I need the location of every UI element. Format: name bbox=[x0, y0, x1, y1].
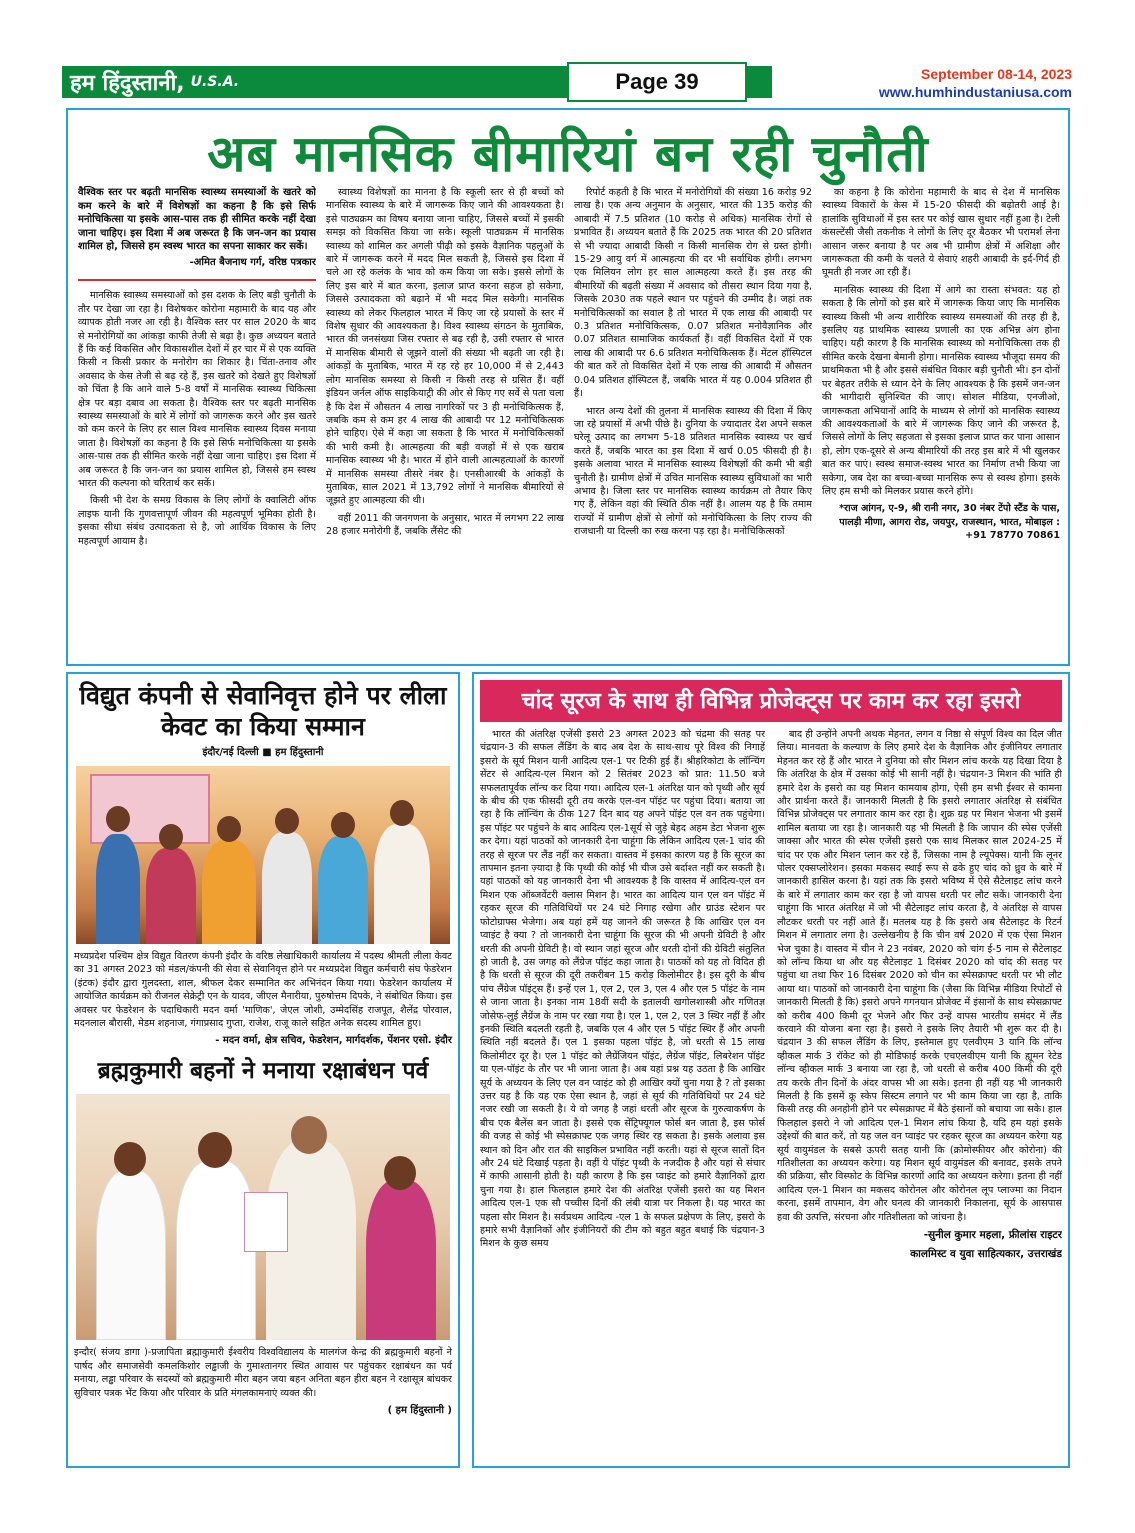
story-headline: चांद सूरज के साथ ही विभिन्न प्रोजेक्ट्स पर काम कर रहा इसरो bbox=[480, 680, 1062, 722]
paragraph: बाद ही उन्होंने अपनी अथक मेहनत, लगन व निष्ठा से संपूर्ण विश्व का दिल जीत लिया। मानवता के कल्याण के लिए हमारे देश के वैज्ञानिक और इंजीनियर लगातार मेहनत कर रहे हैं और भारत ने दुनिया को सौर मिशन लांच करके यह दिखा दिया है कि अंतरिक्ष के क्षेत्र में उसका कोई भी सानी नहीं है। चंद्रयान-3 मिशन की भांति ही हमारे देश के इसरो का यह मिशन कामयाब होगा, ऐसी हम सभी ईश्वर से कामना और प्रार्थना करते हैं। जानकारी मिलती है कि इसरो लगातार अंतरिक्ष से संबंधित विभिन्न प्रोजेक्ट्स पर लगातार काम कर रहा है। शुक्र ग्रह पर मिशन भेजना भी इसमें शामिल बताया जा रहा है। जानकारी यह भी मिलती है कि जापान की स्पेस एजेंसी जाक्सा और भारत की स्पेस एजेंसी इसरो एक साथ मिलकर साल 2024-25 में चांद पर एक और मिशन प्लान कर रहे हैं, जिसका नाम है ल्यूपेक्स। यानी कि लूनर पोलर एक्सप्लोरेशन। इसका मकसद स्थाई रूप से ढके हुए चांद को ध्रुव के बारे में जानकारी हासिल करना है। यहां तक कि इसरो भविष्य में ऐसे सैटेलाइट लांच करने के बारे में लगातार काम कर रहा है जो वापस धरती पर लौट सकें। जानकारी देना चाहूंगा कि भारत अंतरिक्ष में जो भी सैटेलाइट लांच करता है, वे अंतरिक्ष से वापस लौटकर धरती पर नहीं आते हैं। मतलब यह है कि इसरो अब सैटेलाइट के रिटर्न मिशन में लगातार लगा है। उल्लेखनीय है कि चीन वर्ष 2020 में एक ऐसा मिशन भेज चुका है। वास्तव में चीन ने 23 नवंबर, 2020 को चांग ई-5 नाम से सैटेलाइट को लॉन्च किया था और यह सैटेलाइट 1 दिसंबर 2020 को चांद की सतह पर पहुंचा था तथा फिर 16 दिसंबर 2020 को चीन का स्पेसक्राफ्ट धरती पर भी लौट आया था। पाठकों को जानकारी देना चाहूंगा कि (जैसा कि विभिन्न मीडिया रिपोर्टों से जानकारी मिलती है कि) इसरो अपने गगनयान प्रोजेक्ट में इंसानों के साथ स्पेसक्राफ्ट को करीब 400 किमी दूर भेजने और फिर उन्हें वापस भारतीय समंदर में लैंड करवाने की योजना बना रहा है। इसरो ने इसके लिए तैयारी भी शुरू कर दी है। चंद्रयान 3 की सफल लैंडिंग के लिए, इस्तेमाल हुए एलवीएम 3 यानि कि लॉन्च व्हीकल मार्क 3 रॉकेट को ही मोडिफाई करके एचएलवीएम यानी कि ह्यूमन रेटेड लॉन्च व्हीकल मार्क 3 बनाया जा रहा है, जो धरती से करीब 400 किमी की दूरी तय करके तीन दिनों के अंदर वापस भी आ सके। इतना ही नहीं यह भी जानकारी मिलती है कि इसमें क्रू स्केप सिस्टम लगाने पर भी काम किया जा रहा है, ताकि किसी तरह की अनहोनी होने पर स्पेसक्राफ्ट में बैठे इंसानों को बचाया जा सके। हाल फिलहाल इसरो ने जो आदित्य एल-1 मिशन लांच किया है, यदि हम यहां इसके उद्देश्यों की बात करें, तो यह जल वन प्वाइंट पर रहकर सूरज का अध्ययन करेगा यह सूर्य वायुमंडल के सबसे ऊपरी सतह यानी कि (क्रोमोस्फीयर और कोरोना) की गतिशीलता का अध्ययन करेगा। यह मिशन सूर्य वायुमंडल की बनावट, इसके तपने की प्रक्रिया, सौर विस्फोट के विभिन्न कारणों आदि का अध्ययन करेगा। इतना ही नहीं आदित्य एल-1 मिशन का मकसद कोरोनल और कोरोनल लूप प्लाज्मा का निदान करना, इसमें तापमान, वेग और घनत्व की जानकारी निकालना, सूर्य के आसपास हवा की उत्पत्ति, संरचना और गतिशीलता को जांचना है। bbox=[777, 729, 1062, 1223]
masthead bbox=[62, 60, 1072, 102]
brand-suffix: U.S.A. bbox=[190, 74, 240, 90]
paragraph: मानसिक स्वास्थ्य की दिशा में आगे का रास्ता संभवत: यह हो सकता है कि लोगों को इस बारे में जागरूक किया जाए कि मानसिक स्वास्थ्य किसी भी अन्य शारीरिक स्वास्थ्य समस्याओं की तरह ही है, इसलिए यह प्राथमिक स्वास्थ्य प्रणाली का एक अभिन्न अंग होना चाहिए। यही कारण है कि मानसिक स्वास्थ्य को मनोचिकित्सा तक ही सीमित करके देखना बेमानी होगा। मानसिक स्वास्थ्य भौजूदा समय की प्राथमिकता भी है और इससे संबंधित विकार बड़ी चुनौती भी। इन दोनों पर बेहतर तरीके से ध्यान देने के लिए आवश्यक है कि इसमें जन-जन की भागीदारी सुनिश्चित की जाए। सोशल मीडिया, एनजीओ, जागरूकता अभियानों आदि के माध्यम से लोगों को मानसिक स्वास्थ्य की आवश्यकताओं के बारे में जागरूक किए जाने की जरूरत है, जिससे लोगों के लिए सहजता से इसका इलाज प्राप्त कर पाना आसान हो, लोग एक-दूसरे से अन्य बीमारियों की तरह इस बारे में भी खुलकर बात कर पाएं। स्वस्थ समाज-स्वस्थ भारत का निर्माण तभी किया जा सकेगा, जब देश का बच्चा-बच्चा मानसिक रूप से स्वस्थ होगा। इसके लिए हम सभी को मिलकर प्रयास करने होंगे। bbox=[822, 284, 1060, 497]
left-stories bbox=[66, 672, 460, 1468]
dateline: इंदौर/नई दिल्ली ■ हम हिंदुस्तानी bbox=[202, 747, 324, 758]
paragraph: किसी भी देश के समग्र विकास के लिए लोगों के क्वालिटी ऑफ लाइफ यानी कि गुणवत्तापूर्ण जीवन की महत्वपूर्ण भूमिका होती है। इसका सीधा संबंध उत्पादकता से है, जो आर्थिक विकास के लिए महत्वपूर्ण आयाम है। bbox=[78, 495, 316, 547]
event-photo bbox=[76, 1094, 450, 1340]
website-link[interactable]: www.humhindustaniusa.com bbox=[878, 84, 1072, 100]
paragraph: वहीं 2011 की जनगणना के अनुसार, भारत में लगभग 22 लाख 28 हजार मनोरोगी हैं, जबकि लैंसेट की bbox=[326, 512, 564, 538]
photo-caption: इन्दौर( संजय डागा )-प्रजापिता ब्रह्माकुमारी ईश्वरीय विश्वविद्यालय के मालगंज केन्द्र की ब्रह्मकुमारी बहनों ने पार्षद और समाजसेवी कमलकिशोर लड्ढाजी के गुमाश्तानगर स्थित आवास पर पहुंचकर रक्षाबंधन का पर्व मनाया, लड्ढा परिवार के सदस्यों को ब्रह्मकुमारी मीरा बहन जया बहन अनिता बहन हीरा बहन ने रक्षासूत्र बांधकर सुविचार पत्रक भेंट किया और परिवार के प्रति मंगलकामनाएं व्यक्त की। bbox=[74, 1347, 452, 1399]
paragraph: भारत की अंतरिक्ष एजेंसी इसरो 23 अगस्त 2023 को चंद्रमा की सतह पर चंद्रयान-3 की सफल लैंडिंग के बाद अब देश के साथ-साथ पूरे विश्व की निगाहें इसरो के सूर्य मिशन यानी आदित्य एल-1 पर टिकी हुई हैं। श्रीहरिकोटा के लॉन्चिंग सेंटर से आदित्य-एल मिशन को 2 सितंबर 2023 को प्रात: 11.50 बजे सफलतापूर्वक लॉन्च कर दिया गया। आदित्य एल-1 अंतरिक्ष यान को पृथ्वी और सूर्य के बीच की एक फीसदी दूरी तय करके एल-वन पॉइंट पर पहुंचा दिया। बताया जा रहा है कि लॉन्चिंग के ठीक 127 दिन बाद यह अपने पॉइंट एल वन तक पहुंचेगा। इस पॉइंट पर पहुंचने के बाद आदित्य एल-1सूर्य से जुड़े बेहद अहम डेटा भेजना शुरू कर देगा। यहां पाठकों को जानकारी देना चाहूंगा कि लेकिन आदित्य एल-1 चांद की तरह से सूरज पर लैंड नहीं कर सकता। वास्तव में इसका कारण यह है कि सूरज का तापमान इतना ज़्यादा है कि पृथ्वी की कोई भी चीज उसे बर्दाश्त नहीं कर सकती है। यहां पाठकों को यह जानकारी देना भी आवश्यक है कि वास्तव में आदित्य-एल वन मिशन एक ऑब्जर्वेटरी क्लास मिशन है। भारत का आदित्य यान एल वन पॉइंट में रहकर सूरज की गतिविधियों पर 24 घंटे निगाह रखेगा और ग्राउंड स्टेशन पर फोटोग्राफ्स भेजेगा। अब यहां हमें यह जानने की जरूरत है कि आखिर एल वन प्वाइंट है क्या ? तो जानकारी देना चाहूंगा कि सूरज की भी अपनी ग्रेविटी है और धरती की अपनी ग्रेविटी है। वो स्थान जहां सूरज और धरती दोनों की ग्रेविटी संतुलित हो जाती है, उस जगह को लैंग्रेज पॉइंट कहा जाता है। पाठकों को यह तो विदित ही है कि धरती से सूरज की दूरी तकरीबन 15 करोड़ किलोमीटर है। इस दूरी के बीच पांच लैंग्रेज पॉइंट्स हैं। इन्हें एल 1, एल 2, एल 3, एल 4 और एल 5 पॉइंट के नाम से जाना जाता है। इनका नाम 18वीं सदी के इतालवी खगोलशास्त्री और गणितज्ञ जोसेफ-लुई लैग्रेंज के नाम पर रखा गया है। एल 1, एल 2, एल 3 स्थिर नहीं हैं और इनकी स्थिति बदलती रहती है, जबकि एल 4 और एल 5 पॉइंट स्थिर हैं और अपनी स्थिति नहीं बदलते हैं। एल 1 इसका पहला पॉइंट है, जो धरती से 15 लाख किलोमीटर दूर है। एल 1 पॉइंट को लैग्रेंजियन पॉइंट, लैग्रेंज पॉइंट, लिबरेशन पॉइंट या एल-पॉइंट के तौर पर भी जाना जाता है। अब यहां प्रश्न यह उठता है कि आखिर सूर्य के अध्ययन के लिए एल वन प्वाइंट को ही आखिर क्यों चुना गया है ? तो इसका उत्तर यह है कि यह एक ऐसा स्थान है, जहां से सूर्य की गतिविधियों पर 24 घंटे नजर रखी जा सकती है। ये वो जगह है जहां धरती और सूरज के गुरुत्वाकर्षण के बीच एक बैलेंस बन जाता है। इससे एक सेंट्रिफ्यूगल फोर्स बन जाता है, इस फोर्स की वजह से कोई भी स्पेसक्राफ्ट एक जगह स्थिर रह सकता है। इसके अलावा इस स्थान को दिन और रात की साइकिल प्रभावित नहीं करती। यहां से सूरज सातों दिन और 24 घंटे दिखाई पड़ता है। वहीं ये पॉइंट पृथ्वी के नजदीक है और यहां से संचार में काफी आसानी होती है। यही कारण है कि इस प्वाइंट को हमारे वैज्ञानिकों द्वारा चुना गया है। हाल फिलहाल हमारे देश की अंतरिक्ष एजेंसी इसरो का यह मिशन आदित्य एल-1 एक सौ पच्चीस दिनों की लंबी यात्रा पर निकला है। यह भारत का पहला सौर मिशन है। सर्वप्रथम आदित्य -एल 1 के सफल प्रक्षेपण के लिए, इसरो के हमारे सभी वैज्ञानिकों और इंजीनियरों की टीम को बहुत बहुत बधाई कि चंद्रयान-3 मिशन के कुछ समय bbox=[480, 729, 765, 1250]
paragraph: मानसिक स्वास्थ्य समस्याओं को इस दशक के लिए बड़ी चुनौती के तौर पर देखा जा रहा है। विशेषकर कोरोना महामारी के बाद यह और व्यापक होती नजर आ रही है। वैश्विक स्तर पर साल 2020 के बाद से मनोरोगियों का आंकड़ा काफी तेजी से बढ़ा है। कुछ अध्ययन बताते हैं कि कई विकसित और विकासशील देशों में हर चार में से एक व्यक्ति किसी न किसी प्रकार के मनोरोग का शिकार है। चिंता-तनाव और अवसाद के केस तेजी से बढ़ रहे हैं, इस खतरे को देखते हुए विशेषज्ञों को चिंता है कि आने वाले 5-8 वर्षों में मानसिक स्वास्थ्य चिकित्सा क्षेत्र पर बड़ा दबाव आ सकता है। वैश्विक स्तर पर बढ़ती मानसिक स्वास्थ्य समस्याओं के बारे में लोगों को जागरूक करने और इस खतरे को कम करने के लिए हर साल विश्व मानसिक स्वास्थ्य दिवस मनाया जाता है। विशेषज्ञों का कहना है कि इसे सिर्फ मनोचिकित्सा या इसके आस-पास तक ही सीमित करके नहीं देखा जाना चाहिए। इस दिशा में अब जरूरत है कि जन-जन का प्रयास शामिल हो, जिससे हम स्वस्थ भारत की कल्पना को चरितार्थ कर सकें। bbox=[78, 290, 316, 490]
main-headline: अब मानसिक बीमारियां बन रही चुनौती bbox=[207, 124, 929, 183]
brand-name: हम हिंदुस्तानी, bbox=[70, 71, 185, 96]
column-2 bbox=[777, 728, 1062, 1462]
story-credit: ( हम हिंदुस्तानी ) bbox=[387, 1405, 452, 1417]
column-1 bbox=[480, 728, 765, 1462]
story-headline: ब्रह्मकुमारी बहनों ने मनाया रक्षाबंधन पर्व bbox=[97, 1057, 429, 1085]
photo-caption: मध्यप्रदेश पश्चिम क्षेत्र विद्युत वितरण कंपनी इंदौर के वरिष्ठ लेखाधिकारी कार्यालय में पदस्थ श्रीमती लीला केवट का 31 अगस्त 2023 को मंडल/कंपनी की सेवा से सेवानिवृत्त होने पर मध्यप्रदेश विद्युत कर्मचारी संघ फेडरेशन (इंटक) इंदौर द्वारा गुलदस्ता, शाल, श्रीफल देकर सम्मानित कर अभिनंदन किया गया। फेडरेशन कार्यालय में आयोजित कार्यक्रम को रीजनल सेक्रेट्री एन के यादव, जीएल मैनारीया, पुरुषोत्तम दिपके, ने संबोधित किया। इस अवसर पर फेडरेशन के पदाधिकारी मदन वर्मा 'माणिक', जेएल जोशी, उम्मेदसिंह राजपूत, शैलेंद्र पोरवाल, मदनलाल बौरासी, मेडम शहनाज, गंगाप्रसाद गुप्ता, राजेश, राजू काले सहित अनेक सदस्य शामिल हुए। bbox=[74, 951, 452, 1030]
banner-graphic bbox=[90, 774, 210, 844]
author-address: *राज आंगन, ए-9, श्री रानी नगर, 30 नंबर टेंपो स्टैंड के पास, पालड़ी मीणा, आगरा रोड, जयपुर, राजस्थान, भारत, मोबाइल : +91 78770 70861 bbox=[839, 503, 1060, 542]
paragraph: भारत अन्य देशों की तुलना में मानसिक स्वास्थ्य की दिशा में किए जा रहे प्रयासों में अभी पीछे है। दुनिया के ज्यादातर देश अपने सकल घरेलू उत्पाद का लगभग 5-18 प्रतिशत मानसिक स्वास्थ्य पर खर्च करते हैं, जबकि भारत का इस दिशा में खर्च 0.05 फीसदी ही है। इसके अलावा भारत में मानसिक स्वास्थ्य विशेषज्ञों की कमी भी बड़ी चुनौती है। ग्रामीण क्षेत्रों में उचित मानसिक स्वास्थ्य सुविधाओं का भारी अभाव है। जिला स्तर पर मानसिक स्वास्थ्य कार्यक्रम तो तैयार किए गए हैं, लेकिन वहां की स्थिति ठीक नहीं है। आलम यह है कि तमाम राज्यों में ग्रामीण क्षेत्रों से लोगों को मनोचिकित्सा के लिए राज्य की राजधानी या दिल्ली का रुख करना पड़ रहा है। मनोचिकित्सकों bbox=[574, 405, 812, 538]
column-2 bbox=[326, 186, 564, 662]
story-author: -अमित बैजनाथ गर्ग, वरिष्ठ पत्रकार bbox=[189, 256, 316, 268]
isro-story bbox=[472, 672, 1070, 1468]
author-name: -सुनील कुमार महला, फ्रीलांस राइटर bbox=[923, 1229, 1062, 1242]
column-1 bbox=[78, 186, 316, 662]
main-story bbox=[66, 108, 1070, 666]
story-credit: - मदन वर्मा, क्षेत्र सचिव, फेडरेशन, मार्गदर्शक, पेंशनर एसो. इंदौर bbox=[215, 1035, 452, 1047]
event-photo bbox=[76, 766, 450, 944]
story-headline: विद्युत कंपनी से सेवानिवृत्त होने पर लीला केवट का किया सम्मान bbox=[79, 681, 447, 741]
paragraph: का कहना है कि कोरोना महामारी के बाद से देश में मानसिक स्वास्थ्य विकारों के केस में 15-20 फीसदी की बढ़ोतरी आई है। हालांकि सुविधाओं में इस स्तर पर कोई खास सुधार नहीं हुआ है। टेली कंसल्टेंसी जैसी तकनीक ने लोगों के लिए दूर बैठकर भी परामर्श लेना आसान जरूर बनाया है पर अब भी ग्रामीण क्षेत्रों में अशिक्षा और जागरूकता की कमी के चलते ये सेवाएं शहरी आबादी के इर्द-गिर्द ही घूमती ही नजर आ रही हैं। bbox=[822, 187, 1060, 279]
paragraph: स्वास्थ्य विशेषज्ञों का मानना है कि स्कूली स्तर से ही बच्चों को मानसिक स्वास्थ्य के बारे में जागरूक किए जाने की आवश्यकता है। इसे पाठ्यक्रम का विषय बनाया जाना चाहिए, जिससे बच्चों में इसकी समझ को विकसित किया जा सके। स्कूली पाठ्यक्रम में मानसिक स्वास्थ्य को शामिल कर अगली पीढ़ी को इसके वैज्ञानिक पहलुओं के बारे में जागरूक करने में मदद मिल सकती है, जिससे इस दिशा में चले आ रहे कलंक के भाव को कम किया जा सके। इससे लोगों के लिए इस बारे में बात करना, इलाज प्राप्त करना सहज हो सकेगा, जिससे उत्पादकता को बढ़ाने में भी मदद मिल सकेगी। मानसिक स्वास्थ्य को लेकर फिलहाल भारत में किए जा रहे प्रयासों के स्तर में विशेष सुधार की आवश्यकता है। विश्व स्वास्थ्य संगठन के मुताबिक, भारत की जनसंख्या जिस रफ्तार से बढ़ रही है, उसी रफ्तार से भारत में मानसिक बीमारी से जूझने वालों की संख्या भी बढ़ती जा रही है। आंकड़ों के मुताबिक, भारत में रह रहे हर 10,000 में से 2,443 लोग मानसिक समस्या से किसी न किसी तरह से ग्रसित हैं। वहीं इंडियन जर्नल ऑफ साइकियाट्री की ओर से किए गए सर्वे से पता चला है कि देश में औसतन 4 लाख नागरिकों पर 3 ही मनोचिकित्सक हैं, जबकि कम से कम हर 4 लाख की आबादी पर 12 मनोचिकित्सक होने चाहिए। ऐसे में कहा जा सकता है कि भारत में मनोचिकित्सकों की भारी कमी है। आत्महत्या की बड़ी वजहों में से एक खराब मानसिक स्वास्थ्य भी है। भारत में होने वाली आत्महत्याओं के कारणों में मानसिक समस्या तीसरे नंबर है। एनसीआरबी के आंकड़ों के मुताबिक, साल 2021 में 13,792 लोगों ने मानसिक बीमारियों से जूझते हुए आत्महत्या की थी। bbox=[326, 187, 564, 507]
story-intro: वैश्विक स्तर पर बढ़ती मानसिक स्वास्थ्य समस्याओं के खतरे को कम करने के बारे में विशेषज्ञों का कहना है कि इसे सिर्फ मनोचिकित्सा या इसके आस-पास तक ही सीमित करके नहीं देखा जाना चाहिए। इस दिशा में अब जरूरत है कि जन-जन का प्रयास शामिल हो, जिससे हम स्वस्थ भारत का सपना साकार कर सकें। bbox=[78, 187, 316, 253]
story-columns bbox=[480, 728, 1062, 1462]
divider bbox=[78, 279, 316, 281]
page-number: Page 39 bbox=[567, 62, 747, 102]
author-title: कालमिस्ट व युवा साहित्यकार, उत्तराखंड bbox=[910, 1248, 1062, 1261]
main-story-columns bbox=[78, 186, 1060, 662]
issue-date: September 08-14, 2023 bbox=[921, 66, 1072, 82]
column-4 bbox=[822, 186, 1060, 662]
column-3 bbox=[574, 186, 812, 662]
paragraph: रिपोर्ट कहती है कि भारत में मनोरोगियों की संख्या 16 करोड़ 92 लाख है। एक अन्य अनुमान के अनुसार, भारत की 135 करोड़ की आबादी में 7.5 प्रतिशत (10 करोड़ से अधिक) मानसिक रोगों से प्रभावित हैं। अध्ययन बताते हैं कि 2025 तक भारत की 20 प्रतिशत से भी ज्यादा आबादी किसी न किसी मानसिक रोग से ग्रस्त होगी। 15-29 आयु वर्ग में आत्महत्या की दर भी सर्वाधिक होगी। लगभग एक मिलियन लोग हर साल आत्महत्या करते हैं। इस तरह की बीमारियों की बढ़ती संख्या में अवसाद को तीसरा स्थान दिया गया है, जिसके 2030 तक पहले स्थान पर पहुंचने की उम्मीद है। जहां तक मनोचिकित्सकों का सवाल है तो भारत में एक लाख की आबादी पर 0.3 प्रतिशत मनोचिकित्सक, 0.07 प्रतिशत मनोवैज्ञानिक और 0.07 प्रतिशत सामाजिक कार्यकर्ता हैं। वहीं विकसित देशों में एक लाख की आबादी पर 6.6 प्रतिशत मनोचिकित्सक हैं। मेंटल हॉस्पिटल की बात करें तो विकसित देशों में एक लाख की आबादी में औसतन 0.04 प्रतिशत हॉस्पिटल हैं, जबकि भारत में यह 0.004 प्रतिशत ही हैं। bbox=[574, 187, 812, 400]
